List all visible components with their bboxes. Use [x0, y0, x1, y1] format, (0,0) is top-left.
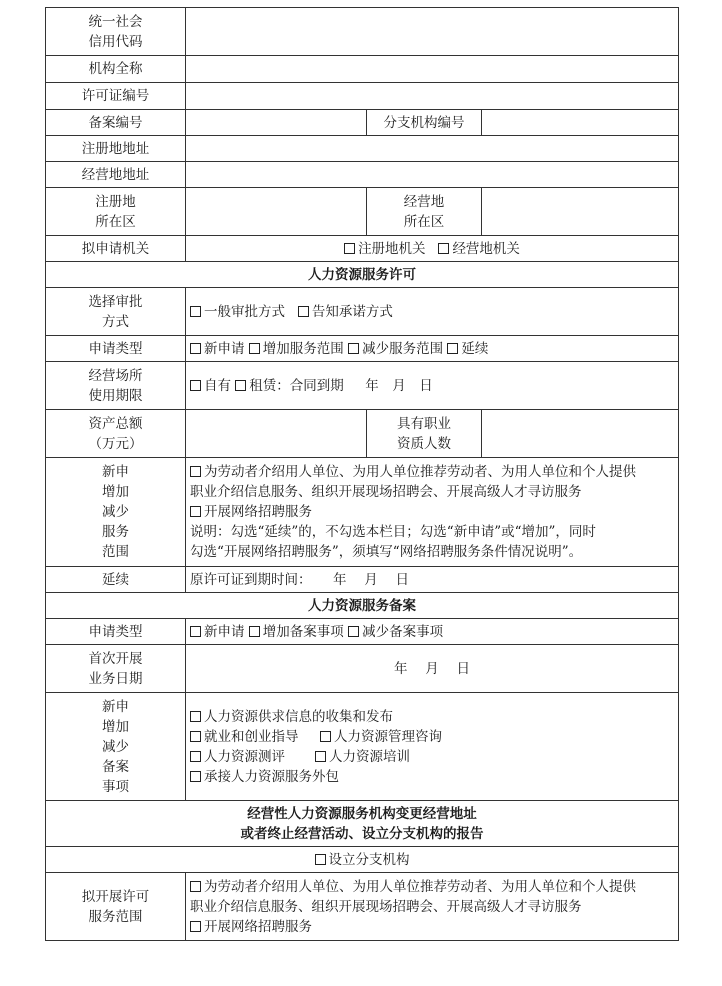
checkbox-establish-branch[interactable]: 设立分支机构 — [315, 852, 410, 868]
branch-no-label: 分支机构编号 — [367, 110, 482, 136]
row-change-heading — [46, 801, 679, 847]
checkbox-record-add[interactable]: 增加备案事项 — [249, 624, 344, 640]
total-assets-label: 资产总额 （万元） — [46, 410, 186, 458]
reg-address-label: 注册地地址 — [46, 136, 186, 162]
row-branch-scope — [46, 873, 679, 941]
row-biz-address — [46, 162, 679, 188]
license-no-label: 许可证编号 — [46, 83, 186, 110]
record-items-label: 新申 增加 减少 备案 事项 — [46, 693, 186, 801]
apply-authority-label: 拟申请机关 — [46, 236, 186, 262]
qualified-staff-field[interactable] — [482, 410, 679, 458]
row-assets — [46, 410, 679, 458]
service-scope-label: 新申 增加 减少 服务 范围 — [46, 458, 186, 567]
qualified-staff-label: 具有职业 资质人数 — [367, 410, 482, 458]
license-section-title: 人力资源服务许可 — [46, 262, 679, 288]
branch-job-intro-cont: 职业介绍信息服务、组织开展现场招聘会、开展高级人才寻访服务 — [190, 898, 582, 915]
record-items-options — [186, 693, 679, 801]
checkbox-branch-job-intro[interactable]: 为劳动者介绍用人单位、为用人单位推荐劳动者、为用人单位和个人提供 — [190, 877, 674, 897]
original-expiry-text: 原许可证到期时间： — [190, 571, 312, 588]
row-record-apply-type — [46, 619, 679, 645]
row-license-heading — [46, 262, 679, 288]
checkbox-online-recruit[interactable]: 开展网络招聘服务 — [190, 502, 674, 522]
premises-term-options — [186, 362, 679, 410]
checkbox-biz-authority[interactable]: 经营地机关 — [438, 241, 520, 257]
premises-term-label: 经营场所 使用期限 — [46, 362, 186, 410]
biz-address-label: 经营地地址 — [46, 162, 186, 188]
checkbox-renewal[interactable]: 延续 — [447, 341, 488, 357]
checkbox-branch-online-recruit[interactable]: 开展网络招聘服务 — [190, 917, 674, 937]
approval-method-options — [186, 288, 679, 336]
checkbox-reduce-scope[interactable]: 减少服务范围 — [348, 341, 443, 357]
row-record-items — [46, 693, 679, 801]
checkbox-job-intro-service[interactable]: 为劳动者介绍用人单位、为用人单位推荐劳动者、为用人单位和个人提供 — [190, 462, 674, 482]
credit-code-field[interactable] — [186, 8, 679, 56]
row-license-apply-type — [46, 336, 679, 362]
lease-expiry-date[interactable]: 年 月 日 — [365, 377, 433, 394]
original-expiry-date[interactable]: 年 月 日 — [332, 571, 410, 588]
row-reg-address — [46, 136, 679, 162]
branch-scope-label: 拟开展许可 服务范围 — [46, 873, 186, 941]
license-no-field[interactable] — [186, 83, 679, 110]
record-no-field[interactable] — [186, 110, 367, 136]
service-scope-options — [186, 458, 679, 567]
row-branch-option — [46, 847, 679, 873]
checkbox-hr-training[interactable]: 人力资源培训 — [315, 749, 410, 765]
reg-address-field[interactable] — [186, 136, 679, 162]
row-record-heading — [46, 593, 679, 619]
org-name-label: 机构全称 — [46, 56, 186, 83]
job-intro-service-cont: 职业介绍信息服务、组织开展现场招聘会、开展高级人才寻访服务 — [190, 484, 582, 500]
row-renewal — [46, 567, 679, 593]
branch-option-cell — [46, 847, 679, 873]
row-apply-authority — [46, 236, 679, 262]
credit-code-label: 统一社会 信用代码 — [46, 8, 186, 56]
record-apply-type-options — [186, 619, 679, 645]
checkbox-add-scope[interactable]: 增加服务范围 — [249, 341, 344, 357]
checkbox-record-new[interactable]: 新申请 — [190, 624, 245, 640]
record-apply-type-label: 申请类型 — [46, 619, 186, 645]
checkbox-owned[interactable]: 自有 — [190, 378, 231, 394]
checkbox-employment-guidance[interactable]: 就业和创业指导 — [190, 729, 299, 745]
checkbox-record-reduce[interactable]: 减少备案事项 — [348, 624, 443, 640]
checkbox-reg-authority[interactable]: 注册地机关 — [344, 241, 426, 257]
biz-district-field[interactable] — [482, 188, 679, 236]
renewal-label: 延续 — [46, 567, 186, 593]
row-credit-code — [46, 8, 679, 56]
row-org-name — [46, 56, 679, 83]
checkbox-new-application[interactable]: 新申请 — [190, 341, 245, 357]
row-approval-method — [46, 288, 679, 336]
row-record-no — [46, 110, 679, 136]
reg-district-field[interactable] — [186, 188, 367, 236]
branch-scope-options — [186, 873, 679, 941]
row-service-scope — [46, 458, 679, 567]
biz-address-field[interactable] — [186, 162, 679, 188]
row-first-date — [46, 645, 679, 693]
biz-district-label: 经营地 所在区 — [367, 188, 482, 236]
scope-note-line2: 勾选“开展网络招聘服务”，须填写“网络招聘服务条件情况说明”。 — [190, 544, 583, 560]
row-license-no — [46, 83, 679, 110]
checkbox-supply-demand-info[interactable]: 人力资源供求信息的收集和发布 — [190, 707, 674, 727]
change-section-title: 经营性人力资源服务机构变更经营地址 或者终止经营活动、设立分支机构的报告 — [46, 801, 679, 847]
checkbox-leased[interactable]: 租赁：合同到期 — [235, 378, 344, 394]
total-assets-field[interactable] — [186, 410, 367, 458]
row-district — [46, 188, 679, 236]
apply-authority-options — [186, 236, 679, 262]
branch-no-field[interactable] — [482, 110, 679, 136]
checkbox-hr-assessment[interactable]: 人力资源测评 — [190, 749, 285, 765]
scope-note-line1: 说明：勾选“延续”的，不勾选本栏目；勾选“新申请”或“增加”，同时 — [190, 524, 596, 540]
renewal-field — [186, 567, 679, 593]
record-no-label: 备案编号 — [46, 110, 186, 136]
checkbox-hr-outsourcing[interactable]: 承接人力资源服务外包 — [190, 767, 674, 787]
application-form-table — [45, 7, 679, 941]
first-date-label: 首次开展 业务日期 — [46, 645, 186, 693]
reg-district-label: 注册地 所在区 — [46, 188, 186, 236]
license-apply-type-options — [186, 336, 679, 362]
record-section-title: 人力资源服务备案 — [46, 593, 679, 619]
checkbox-commitment-approval[interactable]: 告知承诺方式 — [298, 304, 393, 320]
approval-method-label: 选择审批 方式 — [46, 288, 186, 336]
checkbox-hr-consulting[interactable]: 人力资源管理咨询 — [320, 729, 442, 745]
row-premises-term — [46, 362, 679, 410]
checkbox-general-approval[interactable]: 一般审批方式 — [190, 304, 285, 320]
org-name-field[interactable] — [186, 56, 679, 83]
license-apply-type-label: 申请类型 — [46, 336, 186, 362]
first-date-field[interactable]: 年 月 日 — [186, 645, 679, 693]
